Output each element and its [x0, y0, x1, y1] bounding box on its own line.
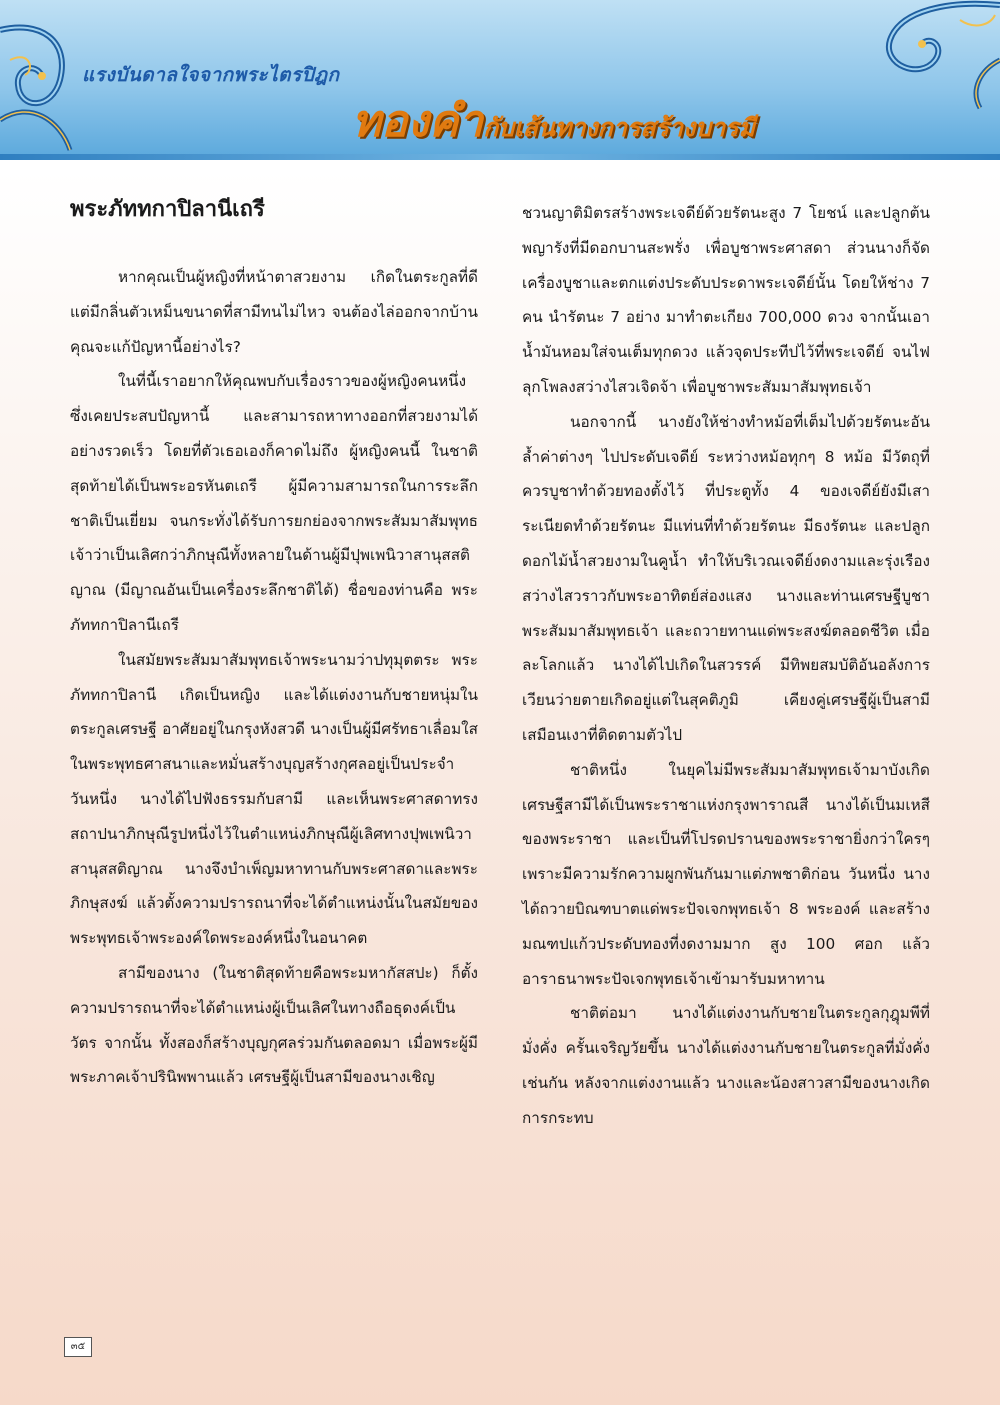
- right-column: [522, 196, 930, 1136]
- paragraph: ชาติหนึ่ง ในยุคไม่มีพระสัมมาสัมพุทธเจ้ามาบังเกิด เศรษฐีสามีได้เป็นพระราชาแห่งกรุงพาราณสี นางได้เป็นมเหสีของพระราชา และเป็นที่โปรดปรานของพระราชายิ่งกว่าใครๆ เพราะมีความรักความผูกพันกันมาแต่ภพชาติก่อน วันหนึ่ง นางได้ถวายบิณฑบาตแด่พระปัจเจกพุทธเจ้า 8 พระองค์ และสร้างมณฑปแก้วประดับทองที่งดงามมาก สูง 100 ศอก แล้วอาราธนาพระปัจเจกพุทธเจ้าเข้ามารับมหาทาน: [522, 760, 930, 988]
- page-header: [0, 0, 1000, 160]
- paragraph: ชาติต่อมา นางได้แต่งงานกับชายในตระกูลกุฎุมพีที่มั่งคั่ง ครั้นเจริญวัยขึ้น นางได้แต่งงานกับชายในตระกูลที่มั่งคั่งเช่นกัน หลังจากแต่งงานแล้ว นางและน้องสาวสามีของนางเกิดการกระทบ: [522, 1004, 930, 1127]
- paragraph-continued: ชวนญาติมิตรสร้างพระเจดีย์ด้วยรัตนะสูง 7 โยชน์ และปลูกต้นพญารังที่มีดอกบานสะพรั่ง เพื่อบูชาพระศาสดา ส่วนนางก็จัดเครื่องบูชาและตกแต่งประดับประดาพระเจดีย์นั้น โดยให้ช่าง 7 คน นำรัตนะ 7 อย่าง มาทำตะเกียง 700,000 ดวง จากนั้นเอาน้ำมันหอมใส่จนเต็มทุกดวง แล้วจุดประทีปไว้ที่พระเจดีย์ จนไฟลุกโพลงสว่างไสวเจิดจ้า เพื่อบูชาพระสัมมาสัมพุทธเจ้า: [522, 204, 930, 396]
- paragraph: ในสมัยพระสัมมาสัมพุทธเจ้าพระนามว่าปทุมุตตระ พระภัททกาปิลานี เกิดเป็นหญิง และได้แต่งงานกับชายหนุ่มในตระกูลเศรษฐี อาศัยอยู่ในกรุงหังสวดี นางเป็นผู้มีศรัทธาเลื่อมใสในพระพุทธศาสนาและหมั่นสร้างบุญสร้างกุศลอยู่เป็นประจำ วันหนึ่ง นางได้ไปฟังธรรมกับสามี และเห็นพระศาสดาทรงสถาปนาภิกษุณีรูปหนึ่งไว้ในตำแหน่งภิกษุณีผู้เลิศทางปุพเพนิวาสานุสสติญาณ นางจึงบำเพ็ญมหาทานกับพระศาสดาและพระภิกษุสงฆ์ แล้วตั้งความปรารถนาที่จะได้ตำแหน่งนั้นในสมัยของพระพุทธเจ้าพระองค์ใดพระองค์หนึ่งในอนาคต: [70, 650, 478, 948]
- paragraph: หากคุณเป็นผู้หญิงที่หน้าตาสวยงาม เกิดในตระกูลที่ดี แต่มีกลิ่นตัวเหม็นขนาดที่สามีทนไม่ไหว จนต้องไล่ออกจากบ้าน คุณจะแก้ปัญหานี้อย่างไร?: [70, 268, 478, 356]
- series-title: [352, 86, 755, 156]
- left-column: [70, 190, 478, 1095]
- paragraph: นอกจากนี้ นางยังให้ช่างทำหม้อที่เต็มไปด้วยรัตนะอันล้ำค่าต่างๆ ไปประดับเจดีย์ ระหว่างหม้อทุกๆ 8 หม้อ มีวัตถุที่ควรบูชาทำด้วยทองตั้งไว้ ที่ประตูทั้ง 4 ของเจดีย์ยังมีเสาระเนียดทำด้วยรัตนะ มีแท่นที่ทำด้วยรัตนะ มีธงรัตนะ และปลูกดอกไม้น้ำสวยงามในคูน้ำ ทำให้บริเวณเจดีย์งดงามและรุ่งเรืองสว่างไสวราวกับพระอาทิตย์ส่องแสง นางและท่านเศรษฐีบูชาพระสัมมาสัมพุทธเจ้า และถวายทานแด่พระสงฆ์ตลอดชีวิต เมื่อละโลกแล้ว นางได้ไปเกิดในสวรรค์ มีทิพยสมบัติอันอลังการ เวียนว่ายตายเกิดอยู่แต่ในสุคติภูมิ เคียงคู่เศรษฐีผู้เป็นสามีเสมือนเงาที่ติดตามตัวไป: [522, 412, 930, 744]
- series-title-big: ทองคำ: [352, 96, 484, 147]
- paragraph: สามีของนาง (ในชาติสุดท้ายคือพระมหากัสสปะ) ก็ตั้งความปรารถนาที่จะได้ตำแหน่งผู้เป็นเลิศในทางถือธุดงค์เป็นวัตร จากนั้น ทั้งสองก็สร้างบุญกุศลร่วมกันตลอดมา เมื่อพระผู้มีพระภาคเจ้าปรินิพพานแล้ว เศรษฐีผู้เป็นสามีของนางเชิญ: [70, 963, 478, 1087]
- page-number: ๓๕: [64, 1337, 92, 1357]
- article-heading: พระภัททกาปิลานีเถรี: [70, 197, 265, 222]
- series-subtitle: แรงบันดาลใจจากพระไตรปิฎก: [82, 64, 340, 86]
- series-title-rest: กับเส้นทางการสร้างบารมี: [483, 113, 756, 142]
- paragraph: ในที่นี้เราอยากให้คุณพบกับเรื่องราวของผู้หญิงคนหนึ่ง ซึ่งเคยประสบปัญหานี้ และสามารถหาทางออกที่สวยงามได้อย่างรวดเร็ว โดยที่ตัวเธอเองก็คาดไม่ถึง ผู้หญิงคนนี้ ในชาติสุดท้ายได้เป็นพระอรหันตเถรี ผู้มีความสามารถในการระลึกชาติเป็นเยี่ยม จนกระทั่งได้รับการยกย่องจากพระสัมมาสัมพุทธเจ้าว่าเป็นเลิศกว่าภิกษุณีทั้งหลายในด้านผู้มีปุพเพนิวาสานุสสติญาณ (มีญาณอันเป็นเครื่องระลึกชาติได้) ชื่อของท่านคือ พระภัททกาปิลานีเถรี: [70, 372, 478, 634]
- thai-ornament-right-icon: [830, 0, 1000, 110]
